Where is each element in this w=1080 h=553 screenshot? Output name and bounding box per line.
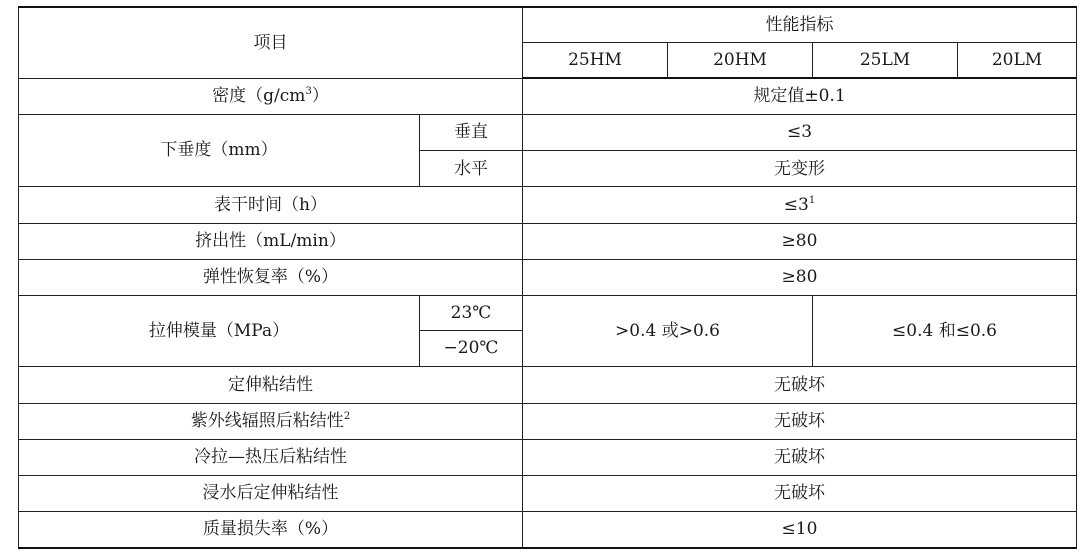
row-mass-loss-label: 质量损失率（%） <box>19 512 523 548</box>
header-grade-20lm: 20LM <box>958 42 1077 78</box>
row-cold-hot-adhesion-value: 无破坏 <box>523 439 1077 475</box>
performance-table <box>18 6 1077 549</box>
row-fixed-extension-value: 无破坏 <box>523 367 1077 403</box>
header-item: 项目 <box>19 7 523 78</box>
row-sag-horizontal-value: 无变形 <box>523 151 1077 187</box>
row-sag-vertical-value: ≤3 <box>523 115 1077 151</box>
row-tack-free-value <box>523 187 1077 223</box>
density-label-text: 密度（g/cm <box>212 86 306 107</box>
row-tensile-temp-23: 23℃ <box>420 296 523 331</box>
row-cold-hot-adhesion-label: 冷拉—热压后粘结性 <box>19 439 523 475</box>
header-grade-25lm: 25LM <box>813 42 958 78</box>
header-performance: 性能指标 <box>523 7 1077 42</box>
row-fixed-extension-label: 定伸粘结性 <box>19 367 523 403</box>
row-tensile-value-hm: >0.4 或>0.6 <box>523 296 813 367</box>
tack-free-value-superscript: 1 <box>808 194 816 206</box>
row-sag-vertical-label: 垂直 <box>420 115 523 151</box>
density-label-superscript: 3 <box>305 86 312 98</box>
row-water-adhesion-value: 无破坏 <box>523 475 1077 511</box>
row-uv-adhesion-label <box>19 403 523 439</box>
density-label-close: ） <box>311 86 329 107</box>
row-tensile-value-lm: ≤0.4 和≤0.6 <box>813 296 1077 367</box>
row-mass-loss-value: ≤10 <box>523 512 1077 548</box>
row-extrudability-value: ≥80 <box>523 223 1077 259</box>
header-grade-25hm: 25HM <box>523 42 668 78</box>
row-tensile-temp-minus20: −20℃ <box>420 331 523 367</box>
row-sag-horizontal-label: 水平 <box>420 151 523 187</box>
row-elastic-recovery-label: 弹性恢复率（%） <box>19 259 523 295</box>
row-tensile-modulus-label: 拉伸模量（MPa） <box>19 296 420 367</box>
tack-free-value-text: ≤3 <box>783 194 809 215</box>
uv-adhesion-label-superscript: 2 <box>343 410 351 422</box>
row-density-value: 规定值±0.1 <box>523 78 1077 114</box>
row-elastic-recovery-value: ≥80 <box>523 259 1077 295</box>
row-uv-adhesion-value: 无破坏 <box>523 403 1077 439</box>
row-tack-free-label: 表干时间（h） <box>19 187 523 223</box>
header-grade-20hm: 20HM <box>668 42 813 78</box>
uv-adhesion-label-text: 紫外线辐照后粘结性 <box>190 410 344 431</box>
row-sag-label: 下垂度（mm） <box>19 115 420 187</box>
row-density-label <box>19 78 523 114</box>
row-water-adhesion-label: 浸水后定伸粘结性 <box>19 475 523 511</box>
row-extrudability-label: 挤出性（mL/min） <box>19 223 523 259</box>
